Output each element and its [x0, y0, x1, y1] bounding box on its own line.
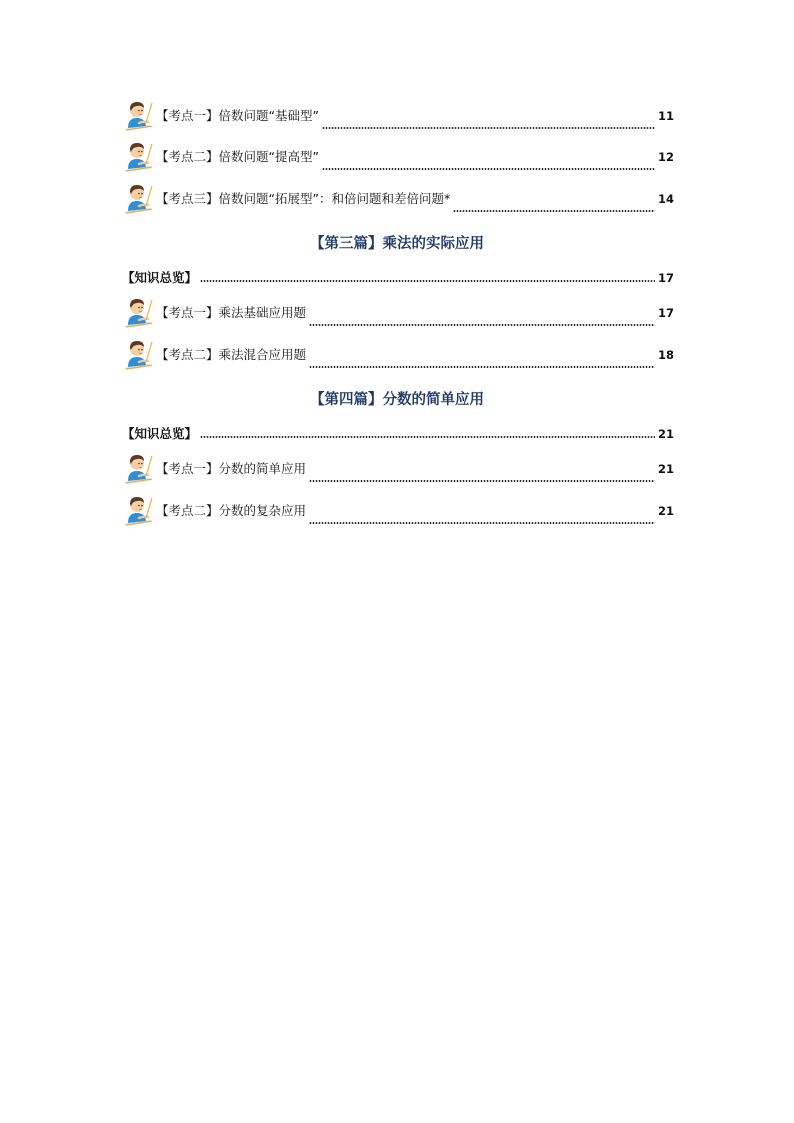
- toc-entry[interactable]: [122, 426, 674, 442]
- student-icon: [122, 494, 154, 528]
- toc-entry-label: 【考点二】分数的复杂应用: [156, 503, 307, 518]
- toc-entry[interactable]: [122, 494, 674, 528]
- toc-page-number: 17: [657, 306, 674, 320]
- student-icon: [122, 140, 154, 174]
- toc-entry-label: 【知识总览】: [122, 426, 198, 441]
- student-icon: [122, 296, 154, 330]
- toc-entry-label: 【考点一】乘法基础应用题: [156, 305, 307, 320]
- toc-page-number: 11: [657, 109, 674, 123]
- section-title: 【第四篇】分数的简单应用: [310, 392, 484, 408]
- dot-leader: [309, 366, 655, 368]
- dot-leader: [322, 168, 655, 170]
- toc-page-number: 17: [657, 271, 674, 285]
- dot-leader: [322, 127, 655, 129]
- dot-leader: [309, 324, 655, 326]
- toc-entry[interactable]: [122, 338, 674, 372]
- dot-leader: [200, 280, 655, 282]
- toc-entry[interactable]: [122, 452, 674, 486]
- toc-page-number: 21: [657, 427, 674, 441]
- toc-entry-label: 【知识总览】: [122, 270, 198, 285]
- toc-entry-label: 【考点三】倍数问题“拓展型”：和倍问题和差倍问题*: [156, 191, 451, 206]
- toc-entry[interactable]: [122, 296, 674, 330]
- student-icon: [122, 99, 154, 133]
- toc-page-number: 21: [657, 462, 674, 476]
- toc-entry[interactable]: [122, 270, 674, 286]
- toc-entry[interactable]: [122, 182, 674, 216]
- toc-page-number: 21: [657, 504, 674, 518]
- section-title: 【第三篇】乘法的实际应用: [310, 236, 484, 252]
- student-icon: [122, 338, 154, 372]
- toc-entry-label: 【考点一】倍数问题“基础型”: [156, 108, 319, 123]
- student-icon: [122, 182, 154, 216]
- dot-leader: [200, 436, 655, 438]
- dot-leader: [309, 522, 655, 524]
- toc-entry-label: 【考点一】分数的简单应用: [156, 461, 307, 476]
- toc-entry[interactable]: [122, 99, 674, 133]
- toc-page-number: 18: [657, 348, 674, 362]
- toc-page-number: 14: [657, 192, 674, 206]
- dot-leader: [453, 210, 655, 212]
- dot-leader: [309, 480, 655, 482]
- toc-entry-label: 【考点二】乘法混合应用题: [156, 347, 307, 362]
- toc-entry[interactable]: [122, 140, 674, 174]
- student-icon: [122, 452, 154, 486]
- toc-entry-label: 【考点二】倍数问题“提高型”: [156, 149, 319, 164]
- toc-page-number: 12: [657, 150, 674, 164]
